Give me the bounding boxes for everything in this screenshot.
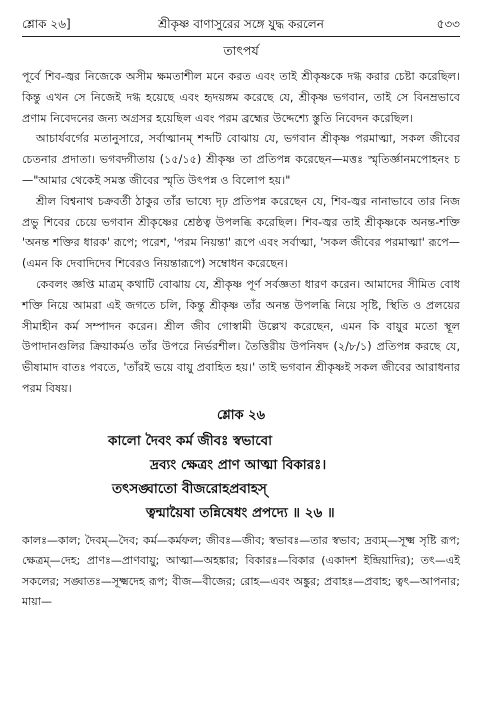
synonyms: কালঃ—কাল; দৈবম্—দৈব; কর্ম—কর্মফল; জীবঃ—জীব; স্বভাবঃ—তার স্বভাব; দ্রব্যম্—সূক্ষ্ম সৃষ্টি রূপ; ক্ষেত্রম্—দেহ; প্রাণঃ—প্রাণবায়ু; আত্মা—অহঙ্কার; বিকারঃ—বিকার (একাদশ ইন্দ্রিয়াদির); তৎ—এই সকলের; সঙ্ঘাতঃ—সূক্ষ্মদেহ রূপ; বীজ—বীজের; রোহ—এবং অঙ্কুর; প্রবাহঃ—প্রবাহ; ত্বৎ—আপনার; মায়া—: [22, 533, 460, 609]
purport-paragraph: কেবলং জ্ঞপ্তি মাত্রম্ কথাটি বোঝায় যে, শ্রীকৃষ্ণ পূর্ণ সর্বজ্ঞতা ধারণ করেন। আমাদের সীমিত বোধ শক্তি নিয়ে আমরা এই জগতে চলি, কিন্তু শ্রীকৃষ্ণ তাঁর অনন্ত উপলব্ধি নিয়ে সৃষ্টি, স্থিতি ও প্রলয়ের সীমাহীন কর্ম সম্পাদন করেন। শ্রীল জীব গোস্বামী উল্লেখ করেছেন, এমন কি বায়ুর মতো স্থূল উপাদানগুলির ক্রিয়াকর্মও তাঁর উপরে নির্ভরশীল। তৈত্তিরীয় উপনিষদ (২/৮/১) প্রতিপন্ন করছে যে, ভীষামাদ বাতঃ পবতে, 'তাঁরই ভয়ে বায়ু প্রবাহিত হয়।' তাই ভগবান শ্রীকৃষ্ণই সকল জীবের আরাধনার পরম বিষয়।: [22, 277, 460, 395]
verse-reference: শ্লোক ২৬]: [22, 17, 71, 31]
running-header: [22, 10, 460, 36]
verse-line: তৎসঙ্ঘাতো বীজরোহপ্রবাহস্: [112, 480, 267, 497]
book-page: [22, 10, 460, 715]
page-number: ৫৩৩: [436, 17, 460, 31]
header-divider: [22, 36, 460, 37]
purport-paragraph: আচার্যবর্গের মতানুসারে, সর্বাত্মানম্ শব্দটি বোঝায় যে, ভগবান শ্রীকৃষ্ণ পরমাত্মা, সকল জীবের চেতনার প্রদাতা। ভগবদ্গীতায় (১৫/১৫) শ্রীকৃষ্ণ তা প্রতিপন্ন করেছেন—মত্তঃ স্মৃতির্জ্ঞানমপোহনং চ—"আমার থেকেই সমস্ত জীবের স্মৃতি উৎপন্ন ও বিলোপ হয়।": [22, 132, 460, 187]
verse-title: শ্লোক ২৬: [216, 407, 266, 423]
purport-paragraph: শ্রীল বিশ্বনাথ চক্রবর্তী ঠাকুর তাঁর ভাষ্যে দৃঢ় প্রতিপন্ন করেছেন যে, শিব-জ্বর নানাভাবে তার নিজ প্রভু শিবের চেয়ে ভগবান শ্রীকৃষ্ণের শ্রেষ্ঠত্ব উপলব্ধি করেছিল। শিব-জ্বর তাই শ্রীকৃষ্ণকে অনন্ত-শক্তি 'অনন্ত শক্তির ধারক' রূপে; পরেশ, 'পরম নিয়ন্তা' রূপে এবং সর্বাত্মা, 'সকল জীবের পরমাত্মা' রূপে—(এমন কি দেবাদিদেব শিবেরও নিয়ন্তারূপে) সম্বোধন করেছেন।: [22, 194, 460, 271]
verse-line: দ্রব্যং ক্ষেত্রং প্রাণ আত্মা বিকারঃ।: [150, 456, 327, 473]
verse-line: কালো দৈবং কর্ম জীবঃ স্বভাবো: [108, 432, 273, 449]
verse-line: ত্বন্মায়ৈষা তন্নিষেধং প্রপদ্যে ॥ ২৬ ॥: [146, 504, 335, 521]
purport-heading: তাৎপর্য: [223, 43, 259, 58]
chapter-title: শ্রীকৃষ্ণ বাণাসুরের সঙ্গে যুদ্ধ করলেন: [158, 17, 324, 31]
purport-paragraph: পূর্বে শিব-জ্বর নিজেকে অসীম ক্ষমতাশীল মনে করত এবং তাই শ্রীকৃষ্ণকে দগ্ধ করার চেষ্টা করেছিল। কিন্তু এখন সে নিজেই দগ্ধ হয়েছে এবং হৃদয়ঙ্গম করেছে যে, শ্রীকৃষ্ণ ভগবান, তাই সে বিনম্রভাবে প্রণাম নিবেদনের জন্য অগ্রসর হয়েছিল এবং পরম ব্রহ্মের উদ্দেশ্যে স্তুতি নিবেদন করেছিল।: [22, 70, 460, 125]
